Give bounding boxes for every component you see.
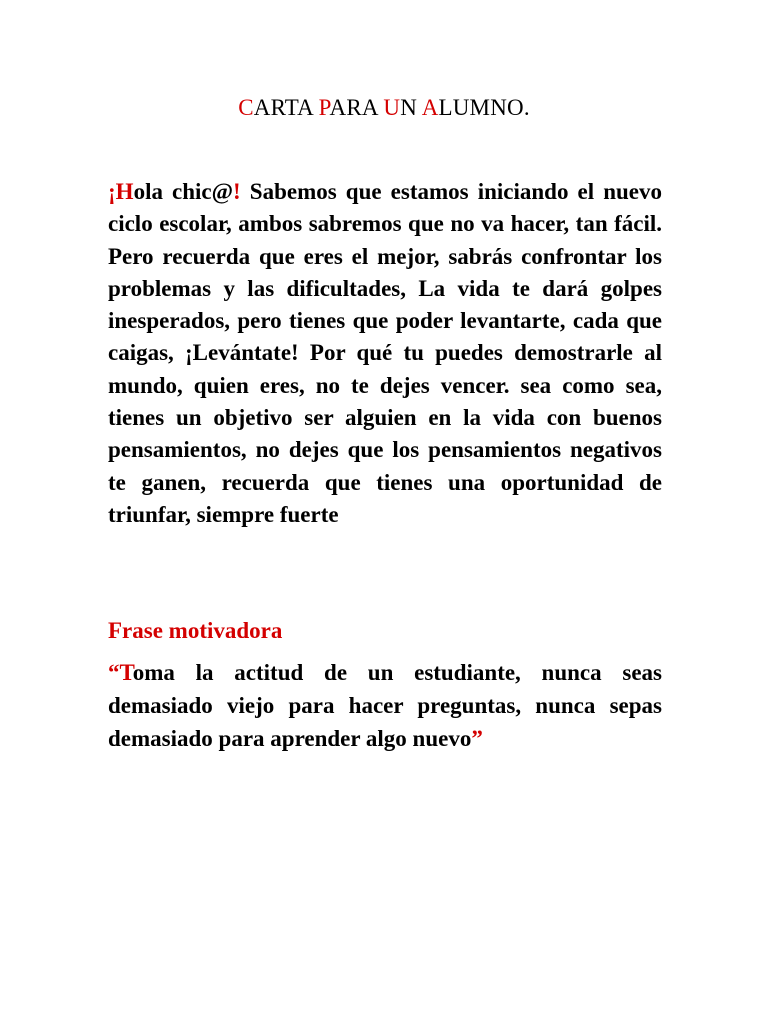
title-word-para: ARA — [329, 95, 384, 120]
greeting-text: ola chic@ — [133, 179, 234, 204]
title-word-alumno: LUMNO. — [438, 95, 530, 120]
motivational-heading: Frase motivadora — [108, 618, 283, 643]
greeting-close: ! — [233, 179, 241, 204]
quote-close: ” — [471, 726, 483, 751]
letter-paragraph: Sabemos que estamos iniciando el nuevo ciclo escolar, ambos sabremos que no va hacer, tan fácil. Pero recuerda que eres el mejor, sabrás confrontar los problemas y las dificultades, La vida te dará golpes inesperados, pero tienes que poder levantarte, cada que caigas, ¡Levántate! Por qué tu puedes demostrarle al mundo, quien eres, no te dejes vencer. sea como sea, tienes un objetivo ser alguien en la vida con buenos pensamientos, no dejes que los pensamientos negativos te ganen, recuerda que tienes una oportunidad de triunfar, siempre fuerte — [108, 179, 663, 527]
title-initial-a: A — [421, 95, 439, 120]
title-word-un: N — [400, 95, 422, 120]
title-word-carta: ARTA — [253, 95, 319, 120]
greeting-open: ¡H — [108, 179, 134, 204]
title-initial-c: C — [238, 95, 254, 120]
document-title — [0, 93, 768, 123]
letter-body — [108, 176, 662, 531]
title-initial-p: P — [318, 95, 330, 120]
motivational-quote — [108, 656, 662, 755]
quote-text: oma la actitud de un estudiante, nunca seas demasiado viejo para hacer preguntas, nunca sepas demasiado para aprender algo nuevo — [108, 660, 662, 751]
title-initial-u: U — [383, 95, 401, 120]
quote-open: “T — [108, 660, 133, 685]
